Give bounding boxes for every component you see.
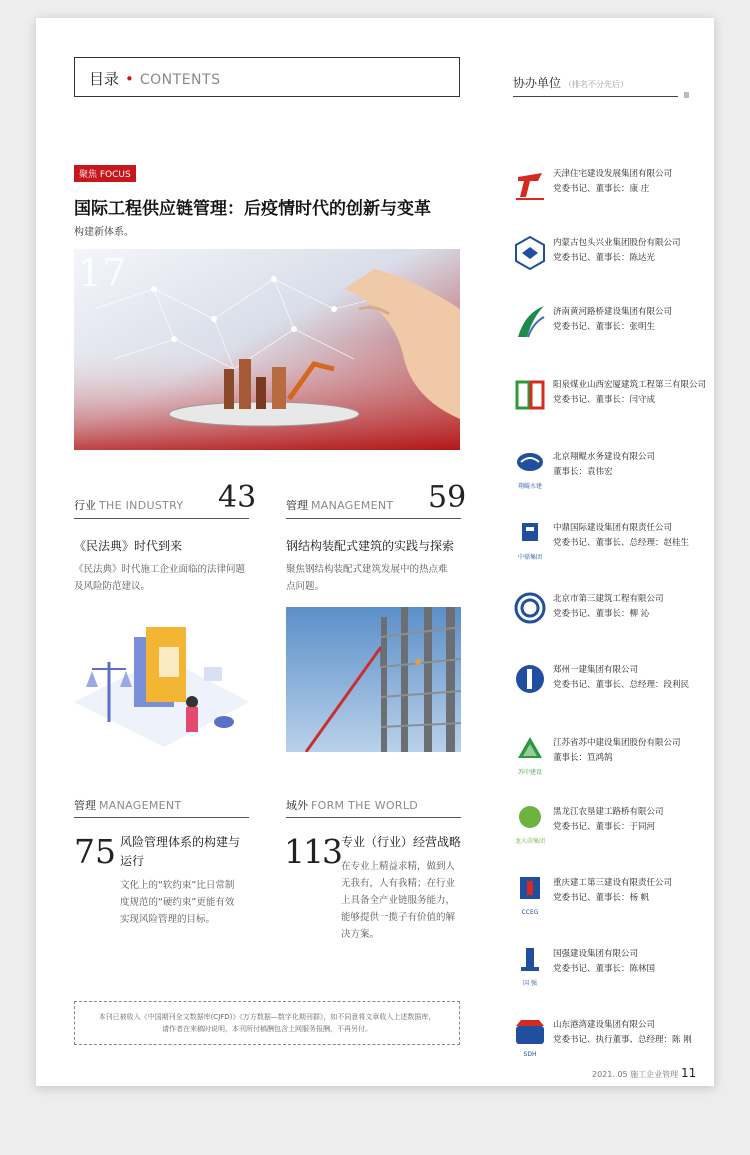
svg-text:龙大茵集团: 龙大茵集团 — [514, 838, 546, 845]
partner-representative: 党委书记、董事长：于同河 — [553, 822, 656, 832]
notice-line: 请作者在来稿时说明，本刊所付稿酬包含上网服务报酬，不再另付。 — [162, 1025, 372, 1033]
section-en: FORM THE WORLD — [311, 799, 419, 812]
article-page-number: 75 — [74, 832, 116, 871]
partner-representative: 党委书记、董事长：陈林国 — [553, 964, 656, 974]
jinan-yellow-river-logo-icon — [513, 303, 547, 341]
partner-representative: 党委书记、执行董事、总经理：陈 刚 — [553, 1035, 692, 1045]
partner-representative: 董事长：袁伟宏 — [553, 467, 613, 477]
desc-line: 在专业上精益求精，做到人 — [341, 861, 456, 872]
section-en: MANAGEMENT — [99, 799, 182, 812]
partner-name: 北京翔鲲水务建设有限公司 — [553, 452, 656, 462]
partner-representative: 党委书记、董事长：康 庄 — [553, 184, 650, 194]
yangquan-hongsha-logo-icon — [513, 376, 547, 414]
desc-line: 点问题。 — [286, 581, 325, 592]
desc-line: 能够提供一揽子有价值的解 — [341, 912, 456, 923]
partner-name: 郑州一建集团有限公司 — [553, 665, 639, 675]
partners-heading-rule — [513, 96, 678, 97]
section-label-industry — [74, 497, 183, 513]
suzhong-construction-logo-icon — [513, 734, 547, 776]
desc-line: 文化上的“软约束”比日常制 — [120, 880, 235, 891]
contents-header-box — [74, 57, 460, 97]
partner-entry — [513, 872, 713, 917]
partner-entry — [513, 588, 713, 633]
magazine-page — [36, 18, 714, 1086]
article-description — [286, 561, 466, 595]
title-line: 风险管理体系的构建与 — [120, 835, 241, 849]
partner-entry — [513, 374, 713, 419]
focus-hero-image[interactable] — [74, 249, 460, 450]
partner-representative: 党委书记、董事长、总经理：赵桂生 — [553, 538, 690, 548]
contents-heading-dot: • — [125, 70, 134, 88]
partner-name: 天津住宅建设发展集团有限公司 — [553, 169, 673, 179]
article-description — [341, 858, 466, 943]
zhengzhou-first-construction-logo-icon — [513, 661, 547, 699]
section-cn: 域外 — [286, 799, 308, 812]
beijing-third-construction-logo-icon — [513, 590, 547, 628]
svg-text:翔鲲水建: 翔鲲水建 — [517, 483, 543, 490]
heilongjiang-nongken-logo-icon — [513, 803, 547, 845]
zhongding-logo-icon — [513, 519, 547, 561]
partner-name: 北京市第三建筑工程有限公司 — [553, 594, 664, 604]
section-cn: 管理 — [74, 799, 96, 812]
partner-representative: 党委书记、董事长：柳 沁 — [553, 609, 650, 619]
section-rule — [286, 518, 461, 519]
partner-representative: 党委书记、董事长、总经理：段利民 — [553, 680, 690, 690]
civil-code-illustration[interactable] — [74, 607, 249, 752]
justice-scale-illustration — [74, 607, 249, 752]
partner-name: 黑龙江农垦建工路桥有限公司 — [553, 807, 664, 817]
partner-name: 阳泉煤业山西宏厦建筑工程第三有限公司 — [553, 380, 707, 390]
partner-representative: 党委书记、董事长：杨 帆 — [553, 893, 650, 903]
desc-line: 上具备全产业链服务能力， — [341, 895, 456, 906]
tianjin-housing-logo-icon — [513, 165, 547, 203]
partner-name: 济南黄河路桥建设集团有限公司 — [553, 307, 673, 317]
footer-issue: 2021. 05 施工企业管理 — [592, 1070, 679, 1079]
partner-name: 内蒙古包头兴业集团股份有限公司 — [553, 238, 681, 248]
partner-name: 中鼎国际建设集团有限责任公司 — [553, 523, 673, 533]
shandong-port-logo-icon — [513, 1016, 547, 1058]
contents-heading-en: CONTENTS — [139, 72, 221, 88]
partners-heading-title: 协办单位 — [513, 76, 562, 90]
svg-text:SDH: SDH — [523, 1051, 537, 1058]
partner-entry — [513, 1014, 713, 1059]
article-title[interactable] — [341, 833, 466, 852]
svg-text:CCEG: CCEG — [521, 909, 539, 916]
section-label-world — [286, 797, 418, 813]
partner-entry — [513, 163, 713, 208]
desc-line: 《民法典》时代施工企业面临的法律问题 — [74, 564, 246, 575]
partner-representative: 董事长：笪鸿鹄 — [553, 753, 613, 763]
partner-name: 国强建设集团有限公司 — [553, 949, 639, 959]
partner-entry — [513, 517, 713, 562]
section-rule — [286, 817, 461, 818]
steel-structure-photo[interactable] — [286, 607, 461, 752]
footer-page-number: 11 — [681, 1066, 697, 1080]
focus-headline[interactable]: 国际工程供应链管理：后疫情时代的创新与变革 — [74, 199, 431, 219]
partners-heading-marker — [684, 92, 689, 98]
section-rule — [74, 518, 249, 519]
title-line: 运行 — [120, 854, 145, 868]
desc-line: 及风险防范建议。 — [74, 581, 151, 592]
article-description — [74, 561, 254, 595]
chongqing-third-construction-logo-icon — [513, 874, 547, 916]
focus-subline: 构建新体系。 — [74, 227, 134, 238]
article-description — [120, 877, 260, 928]
contents-heading — [89, 68, 220, 89]
notice-line: 本刊已被收入《中国期刊全文数据库(CJFD)》《万方数据—数字化期刊群》，如不同意将文章收入上述数据库， — [98, 1013, 436, 1021]
partner-entry — [513, 446, 713, 491]
partner-representative: 党委书记、董事长：张明生 — [553, 322, 656, 332]
section-cn: 管理 — [286, 499, 308, 512]
focus-tag: 聚焦 FOCUS — [74, 165, 136, 182]
section-rule — [74, 817, 249, 818]
desc-line: 聚焦钢结构装配式建筑发展中的热点难 — [286, 564, 448, 575]
section-cn: 行业 — [74, 499, 96, 512]
partner-representative: 党委书记、董事长：闫守成 — [553, 395, 656, 405]
xiangkun-water-logo-icon — [513, 448, 547, 490]
contents-heading-cn: 目录 — [89, 70, 120, 88]
title-line: 专业（行业）经营战略 — [341, 835, 462, 849]
section-en: THE INDUSTRY — [99, 499, 184, 512]
svg-text:国 强: 国 强 — [523, 980, 537, 987]
article-page-number: 59 — [428, 480, 467, 515]
partner-entry — [513, 943, 713, 988]
guoqiang-logo-icon — [513, 945, 547, 987]
article-page-number: 113 — [284, 832, 341, 871]
desc-line: 度规范的“硬约束”更能有效 — [120, 897, 235, 908]
partner-entry — [513, 732, 713, 777]
baotou-xingye-logo-icon — [513, 234, 547, 272]
focus-page-number: 17 — [78, 251, 127, 295]
svg-text:苏中建设: 苏中建设 — [517, 769, 543, 776]
partner-name: 江苏省苏中建设集团股份有限公司 — [553, 738, 681, 748]
desc-line: 实现风险管理的目标。 — [120, 914, 216, 925]
partner-representative: 党委书记、董事长：陈达光 — [553, 253, 656, 263]
steel-frame-illustration — [286, 607, 461, 752]
partner-entry — [513, 232, 713, 277]
article-title[interactable]: 《民法典》时代到来 — [74, 539, 183, 553]
svg-text:中鼎集团: 中鼎集团 — [517, 554, 543, 561]
partner-name: 重庆建工第三建设有限责任公司 — [553, 878, 673, 888]
section-label-management — [286, 497, 393, 513]
copyright-notice — [74, 1001, 460, 1045]
partner-entry — [513, 301, 713, 346]
partner-name: 山东港湾建设集团有限公司 — [553, 1020, 656, 1030]
desc-line: 决方案。 — [341, 929, 380, 940]
section-en: MANAGEMENT — [311, 499, 394, 512]
supply-chain-illustration — [74, 249, 460, 450]
article-title[interactable]: 钢结构装配式建筑的实践与探索 — [286, 539, 455, 553]
article-page-number: 43 — [218, 480, 257, 515]
partner-entry — [513, 659, 713, 704]
section-label-management — [74, 797, 181, 813]
partner-entry — [513, 801, 713, 846]
article-title[interactable] — [120, 833, 260, 871]
desc-line: 无我有，人有我精；在行业 — [341, 878, 456, 889]
partners-heading-note: （排名不分先后） — [564, 80, 629, 89]
partners-heading — [513, 74, 628, 91]
